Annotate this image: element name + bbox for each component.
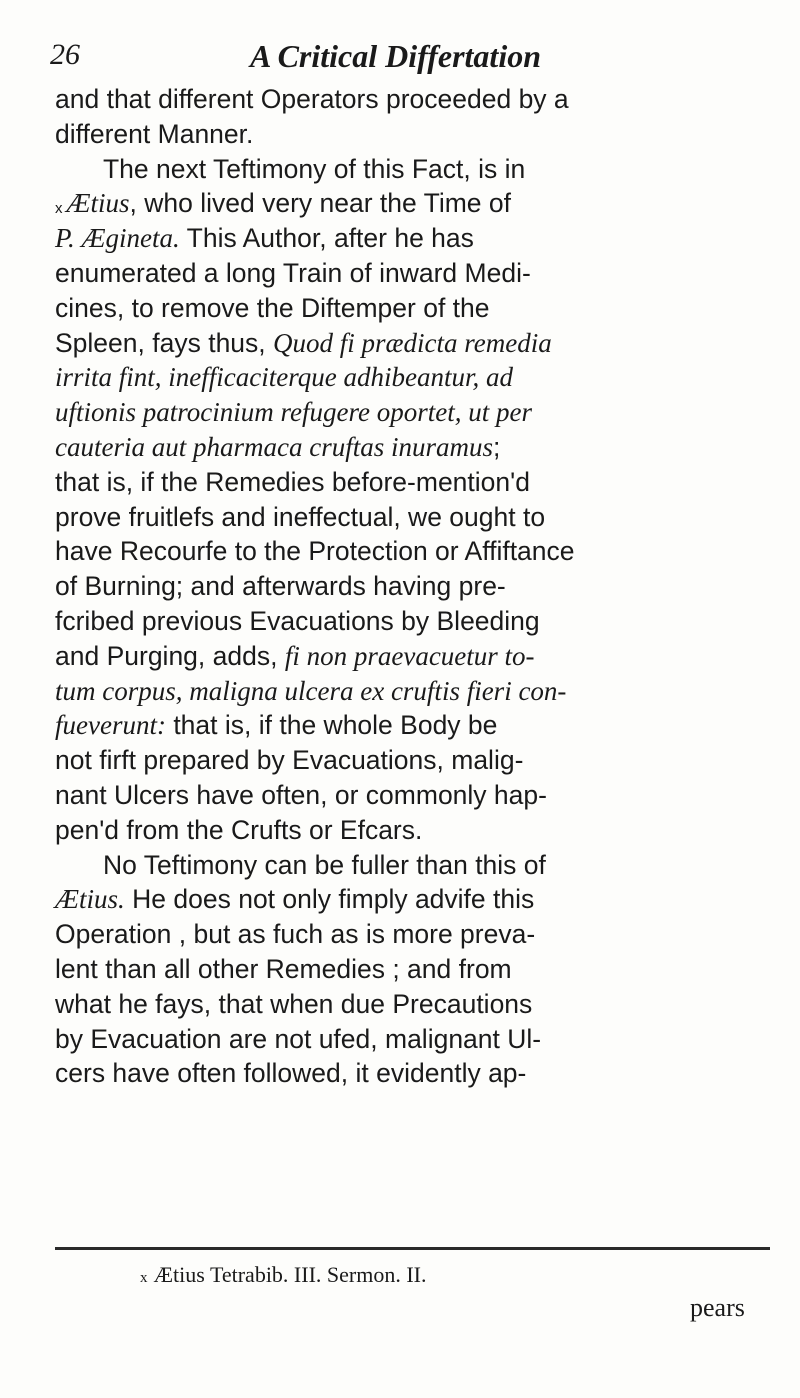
text-line bbox=[55, 360, 770, 395]
italic-text: uftionis patrocinium refugere oportet, ut per bbox=[55, 397, 532, 428]
text-line bbox=[55, 952, 770, 987]
text-run: cines, to remove the Diftemper of the bbox=[55, 292, 490, 323]
text-line bbox=[55, 465, 770, 500]
text-run: have Recourfe to the Protection or Affiftance bbox=[55, 536, 575, 567]
text-run: and Purging, adds, bbox=[55, 640, 285, 671]
text-run: fcribed previous Evacuations by Bleeding bbox=[55, 605, 540, 636]
page-header bbox=[50, 38, 750, 88]
body-text bbox=[55, 82, 770, 1091]
italic-text: cauteria aut pharmaca cruftas inuramus bbox=[55, 431, 493, 462]
footnote-reference: x bbox=[55, 200, 63, 218]
italic-text: Ætius. bbox=[55, 884, 125, 915]
text-line bbox=[55, 82, 770, 117]
text-run: ; bbox=[493, 431, 501, 462]
text-line bbox=[55, 987, 770, 1022]
footnote bbox=[140, 1262, 427, 1288]
text-line bbox=[55, 674, 770, 709]
text-line bbox=[55, 882, 770, 917]
text-run: different Manner. bbox=[55, 118, 254, 149]
text-run: by Evacuation are not ufed, malignant Ul- bbox=[55, 1023, 542, 1054]
text-run: pen'd from the Crufts or Efcars. bbox=[55, 814, 423, 845]
text-line bbox=[55, 186, 770, 221]
text-run: that is, if the whole Body be bbox=[165, 710, 498, 741]
text-line bbox=[55, 500, 770, 535]
text-line bbox=[55, 1056, 770, 1091]
text-run: nant Ulcers have often, or commonly hap- bbox=[55, 779, 547, 810]
footnote-mark: x bbox=[140, 1270, 148, 1286]
text-run: not firft prepared by Evacuations, malig- bbox=[55, 745, 524, 776]
text-line bbox=[55, 534, 770, 569]
text-run: Spleen, fays thus, bbox=[55, 327, 274, 358]
italic-text: irrita fint, inefficaciterque adhibeantur, ad bbox=[55, 362, 513, 393]
text-line bbox=[55, 395, 770, 430]
text-line bbox=[55, 848, 770, 883]
footnote-rule bbox=[55, 1247, 770, 1250]
text-run: cers have often followed, it evidently ap- bbox=[55, 1058, 527, 1089]
catchword: pears bbox=[690, 1293, 745, 1322]
text-line bbox=[55, 152, 770, 187]
text-line bbox=[55, 326, 770, 361]
text-line bbox=[55, 917, 770, 952]
text-run: lent than all other Remedies ; and from bbox=[55, 953, 512, 984]
italic-text: P. Ægineta. bbox=[55, 223, 180, 254]
text-line bbox=[55, 569, 770, 604]
text-line bbox=[55, 256, 770, 291]
italic-text: fi non praevacuetur to- bbox=[284, 640, 535, 671]
text-run: that is, if the Remedies before-mention'd bbox=[55, 466, 530, 497]
text-line bbox=[55, 117, 770, 152]
text-line bbox=[55, 221, 770, 256]
text-run: Operation , but as fuch as is more preva- bbox=[55, 919, 536, 950]
text-run: No Teftimony can be fuller than this of bbox=[103, 849, 546, 880]
text-line bbox=[55, 778, 770, 813]
text-line bbox=[55, 1022, 770, 1057]
text-line bbox=[55, 291, 770, 326]
running-title: A Critical Differtation bbox=[250, 38, 541, 74]
text-line bbox=[55, 430, 770, 465]
page-number: 26 bbox=[50, 38, 80, 71]
text-line bbox=[55, 604, 770, 639]
text-run: enumerated a long Train of inward Medi- bbox=[55, 257, 531, 288]
italic-text: Ætius bbox=[66, 188, 130, 219]
text-run: and that different Operators proceeded by a bbox=[55, 84, 569, 114]
italic-text: fueverunt: bbox=[55, 710, 166, 741]
text-line bbox=[55, 813, 770, 848]
text-line bbox=[55, 708, 770, 743]
text-line bbox=[55, 639, 770, 674]
text-run: , who lived very near the Time of bbox=[129, 188, 512, 219]
text-run: what he fays, that when due Precautions bbox=[55, 988, 533, 1019]
text-run: of Burning; and afterwards having pre- bbox=[55, 571, 506, 602]
italic-text: Quod fi prædicta remedia bbox=[273, 327, 552, 358]
text-line bbox=[55, 743, 770, 778]
footnote-text: Ætius Tetrabib. III. Sermon. II. bbox=[153, 1262, 427, 1287]
italic-text: tum corpus, maligna ulcera ex cruftis fieri con- bbox=[55, 675, 567, 706]
text-run: This Author, after he has bbox=[179, 223, 474, 254]
text-run: He does not only fimply advife this bbox=[124, 884, 535, 915]
text-run: The next Teftimony of this Fact, is in bbox=[103, 153, 526, 184]
text-run: prove fruitlefs and ineffectual, we ought to bbox=[55, 501, 546, 532]
